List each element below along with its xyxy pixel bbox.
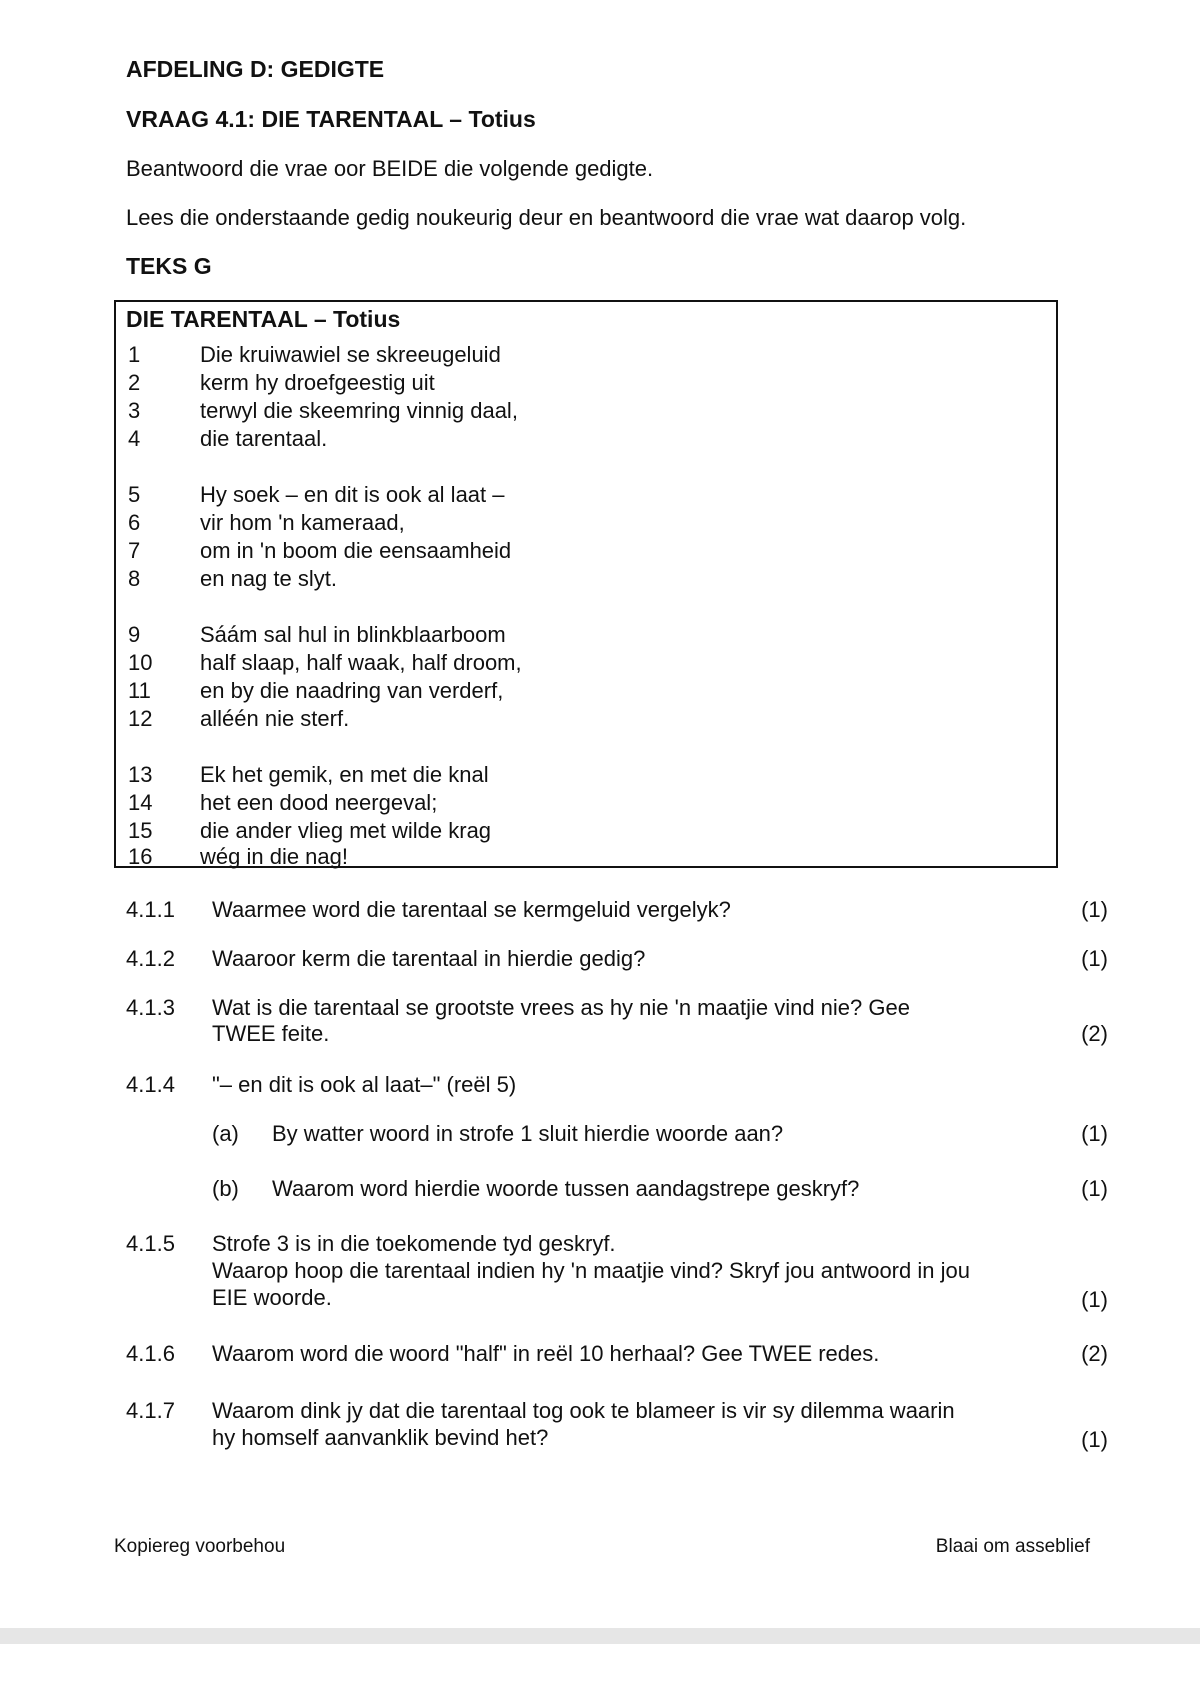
poem-line: die ander vlieg met wilde krag [200, 818, 492, 843]
subquestion-text: By watter woord in strofe 1 sluit hierdie woorde aan? [272, 1121, 784, 1146]
line-number: 13 [128, 762, 153, 787]
question-number: 4.1.1 [126, 897, 175, 922]
question-mark: (1) [1081, 946, 1108, 971]
line-number: 12 [128, 706, 153, 731]
question-text-continued: hy homself aanvanklik bevind het? [212, 1425, 549, 1450]
question-number: 4.1.6 [126, 1341, 175, 1366]
copyright-footer: Kopiereg voorbehou [114, 1536, 286, 1557]
subquestion-label: (b) [212, 1176, 239, 1201]
line-number: 6 [128, 510, 141, 535]
line-number: 16 [128, 844, 153, 869]
question-heading: VRAAG 4.1: DIE TARENTAAL – Totius [126, 106, 536, 132]
question-text: Strofe 3 is in die toekomende tyd geskryf. [212, 1231, 616, 1256]
question-text: Waarom dink jy dat die tarentaal tog ook te blameer is vir sy dilemma waarin [212, 1398, 955, 1423]
poem-line: Hy soek – en dit is ook al laat – [200, 482, 505, 507]
question-mark: (2) [1081, 1021, 1108, 1046]
subquestion-label: (a) [212, 1121, 239, 1146]
question-text: Wat is die tarentaal se grootste vrees as hy nie 'n maatjie vind nie? Gee [212, 995, 910, 1020]
line-number: 7 [128, 538, 141, 563]
poem-line: kerm hy droefgeestig uit [200, 370, 435, 395]
question-text: Waarom word die woord "half" in reël 10 herhaal? Gee TWEE redes. [212, 1341, 880, 1366]
instruction-line-2: Lees die onderstaande gedig noukeurig deur en beantwoord die vrae wat daarop volg. [126, 205, 967, 230]
question-mark: (1) [1081, 1287, 1108, 1312]
text-label: TEKS G [126, 253, 212, 279]
question-mark: (1) [1081, 1121, 1108, 1146]
question-text-continued: Waarop hoop die tarentaal indien hy 'n maatjie vind? Skryf jou antwoord in jou [212, 1258, 970, 1283]
poem-title: DIE TARENTAAL – Totius [126, 306, 401, 332]
subquestion-text: Waarom word hierdie woorde tussen aandagstrepe geskryf? [272, 1176, 860, 1201]
question-text-continued: TWEE feite. [212, 1021, 330, 1046]
question-mark: (1) [1081, 1176, 1108, 1201]
line-number: 1 [128, 342, 141, 367]
line-number: 3 [128, 398, 141, 423]
line-number: 5 [128, 482, 141, 507]
poem-line: en by die naadring van verderf, [200, 678, 504, 703]
page-bottom-edge [0, 1628, 1200, 1644]
poem-line: wég in die nag! [200, 844, 348, 869]
line-number: 9 [128, 622, 141, 647]
poem-line: vir hom 'n kameraad, [200, 510, 405, 535]
question-text: Waarmee word die tarentaal se kermgeluid vergelyk? [212, 897, 731, 922]
poem-line: Sáám sal hul in blinkblaarboom [200, 622, 506, 647]
poem-box [114, 300, 1058, 868]
poem-line: en nag te slyt. [200, 566, 337, 591]
question-number: 4.1.4 [126, 1072, 175, 1097]
section-heading: AFDELING D: GEDIGTE [126, 56, 385, 82]
poem-line: half slaap, half waak, half droom, [200, 650, 522, 675]
poem-line: alléén nie sterf. [200, 706, 350, 731]
poem-line: het een dood neergeval; [200, 790, 438, 815]
question-number: 4.1.3 [126, 995, 175, 1020]
question-mark: (1) [1081, 1427, 1108, 1452]
question-text-continued: EIE woorde. [212, 1285, 332, 1310]
line-number: 15 [128, 818, 153, 843]
poem-line: Die kruiwawiel se skreeugeluid [200, 342, 501, 367]
turn-page-footer: Blaai om asseblief [935, 1536, 1090, 1557]
question-text: "– en dit is ook al laat–" (reël 5) [212, 1072, 517, 1097]
line-number: 4 [128, 426, 141, 451]
question-number: 4.1.7 [126, 1398, 175, 1423]
instruction-line-1: Beantwoord die vrae oor BEIDE die volgende gedigte. [126, 156, 654, 181]
line-number: 10 [128, 650, 153, 675]
question-number: 4.1.5 [126, 1231, 175, 1256]
poem-line: die tarentaal. [200, 426, 328, 451]
poem-line: terwyl die skeemring vinnig daal, [200, 398, 518, 423]
poem-line: om in 'n boom die eensaamheid [200, 538, 512, 563]
question-text: Waaroor kerm die tarentaal in hierdie gedig? [212, 946, 646, 971]
line-number: 2 [128, 370, 141, 395]
question-mark: (1) [1081, 897, 1108, 922]
line-number: 8 [128, 566, 141, 591]
poem-line: Ek het gemik, en met die knal [200, 762, 489, 787]
line-number: 14 [128, 790, 153, 815]
line-number: 11 [128, 678, 151, 703]
question-number: 4.1.2 [126, 946, 175, 971]
question-mark: (2) [1081, 1341, 1108, 1366]
